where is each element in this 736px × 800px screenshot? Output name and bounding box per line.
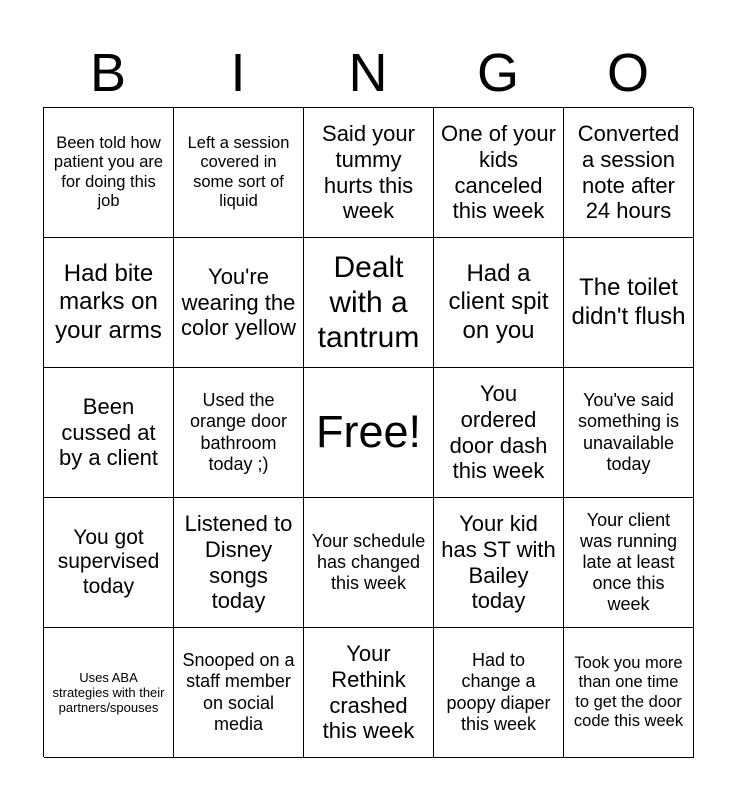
cell-text: You ordered door dash this week <box>449 381 548 484</box>
bingo-board <box>43 107 693 757</box>
bingo-cell <box>304 108 434 238</box>
bingo-cell <box>44 498 174 628</box>
bingo-cell <box>44 628 174 758</box>
bingo-cell <box>44 368 174 498</box>
cell-text: You're wearing the color yellow <box>181 263 296 341</box>
free-space-cell <box>304 368 434 498</box>
cell-text: Left a session covered in some sort of liquid <box>187 133 290 210</box>
bingo-cell <box>564 628 694 758</box>
bingo-cell <box>434 498 564 628</box>
bingo-cell <box>44 108 174 238</box>
cell-text: Had a client spit on you <box>448 260 549 344</box>
cell-text: Converted a session note after 24 hours <box>577 121 680 224</box>
cell-text: Took you more than one time to get the door code this week <box>573 653 684 730</box>
cell-text: Said your tummy hurts this week <box>322 121 415 224</box>
bingo-cell <box>564 238 694 368</box>
cell-text: You got supervised today <box>57 525 160 598</box>
bingo-cell <box>434 368 564 498</box>
bingo-cell <box>564 368 694 498</box>
cell-text: Your kid has ST with Bailey today <box>441 511 556 614</box>
bingo-header <box>43 38 693 108</box>
header-letter-o: O <box>606 43 649 103</box>
cell-text: Uses ABA strategies with their partners/spouses <box>52 669 165 716</box>
cell-text: Been cussed at by a client <box>58 393 159 471</box>
header-letter-i: I <box>230 43 246 103</box>
cell-text: Used the orange door bathroom today ;) <box>189 390 288 474</box>
bingo-cell <box>174 108 304 238</box>
cell-text: Your schedule has changed this week <box>311 530 426 594</box>
free-space-text: Free! <box>315 406 422 458</box>
bingo-cell <box>174 368 304 498</box>
bingo-cell <box>434 238 564 368</box>
bingo-cell <box>174 628 304 758</box>
bingo-cell <box>304 238 434 368</box>
cell-text: Dealt with a tantrum <box>317 250 420 355</box>
bingo-cell <box>434 108 564 238</box>
bingo-cell <box>174 238 304 368</box>
bingo-cell <box>434 628 564 758</box>
bingo-cell <box>44 238 174 368</box>
bingo-cell <box>174 498 304 628</box>
bingo-cell <box>304 498 434 628</box>
bingo-cell <box>304 628 434 758</box>
cell-text: The toilet didn't flush <box>571 274 686 330</box>
header-letter-g: G <box>476 43 519 103</box>
cell-text: Your Rethink crashed this week <box>322 641 415 744</box>
header-letter-b: B <box>89 43 127 103</box>
cell-text: One of your kids canceled this week <box>441 121 556 224</box>
header-letter-n: N <box>348 43 388 103</box>
bingo-cell <box>564 108 694 238</box>
cell-text: Listened to Disney songs today <box>184 511 293 614</box>
bingo-cell <box>564 498 694 628</box>
cell-text: Been told how patient you are for doing this job <box>53 133 164 210</box>
cell-text: Snooped on a staff member on social media <box>182 650 295 734</box>
cell-text: Had bite marks on your arms <box>55 260 162 344</box>
cell-text: Your client was running late at least once this week <box>579 509 678 615</box>
cell-text: Had to change a poopy diaper this week <box>446 650 551 734</box>
cell-text: You've said something is unavailable today <box>577 390 680 474</box>
